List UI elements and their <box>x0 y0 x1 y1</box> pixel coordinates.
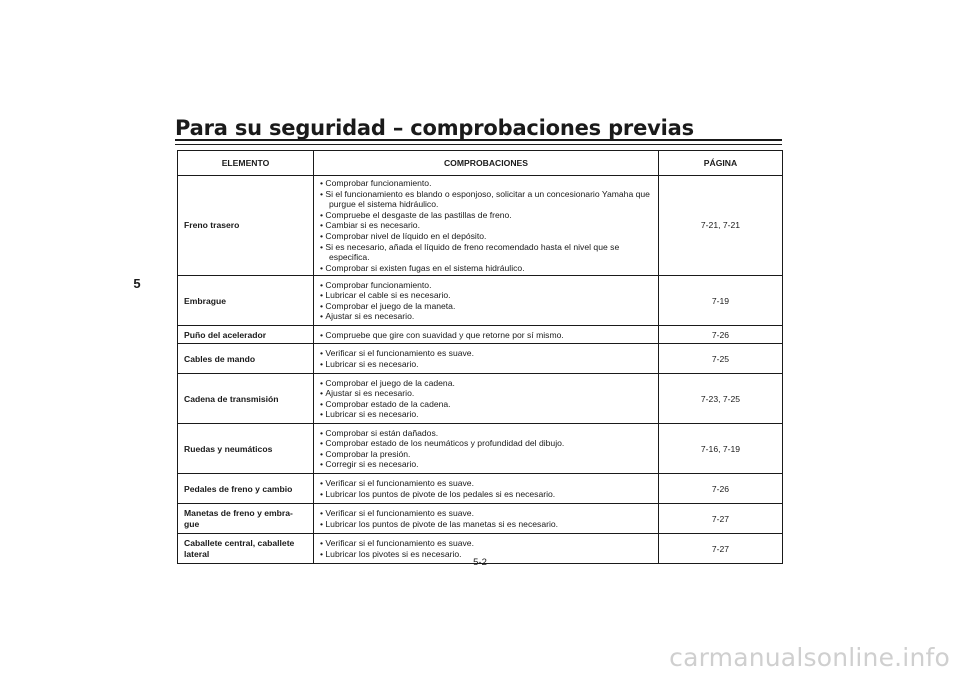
check-item: • Comprobar estado de la cadena. <box>320 399 652 410</box>
check-item: • Si es necesario, añada el líquido de freno recomendado hasta el nivel que se especifica. <box>320 242 652 263</box>
row-element-name: Puño del acelerador <box>178 326 314 344</box>
check-item: • Corregir si es necesario. <box>320 459 652 470</box>
table-header-row <box>178 151 783 176</box>
check-item: • Ajustar si es necesario. <box>320 388 652 399</box>
row-page-reference: 7-27 <box>659 504 783 534</box>
check-item: • Comprobar la presión. <box>320 449 652 460</box>
check-item: • Lubricar los puntos de pivote de las manetas si es necesario. <box>320 519 652 530</box>
check-item: • Lubricar el cable si es necesario. <box>320 290 652 301</box>
check-item: • Comprobar funcionamiento. <box>320 178 652 189</box>
row-page-reference: 7-21, 7-21 <box>659 176 783 276</box>
check-item: • Verificar si el funcionamiento es suave. <box>320 508 652 519</box>
checks-list <box>320 378 652 420</box>
row-page-reference: 7-19 <box>659 276 783 326</box>
checks-list <box>320 330 652 341</box>
row-checks <box>314 176 659 276</box>
row-element-name: Cables de mando <box>178 344 314 374</box>
page-title: Para su seguridad – comprobaciones previas <box>175 116 694 140</box>
row-element-name: Ruedas y neumáticos <box>178 424 314 474</box>
column-header-checks: COMPROBACIONES <box>314 151 659 176</box>
row-page-reference: 7-26 <box>659 474 783 504</box>
row-element-name: Cadena de transmisión <box>178 374 314 424</box>
watermark: carmanualsonline.info <box>669 643 950 672</box>
check-item: • Comprobar estado de los neumáticos y profundidad del dibujo. <box>320 438 652 449</box>
check-item: • Verificar si el funcionamiento es suave. <box>320 348 652 359</box>
check-item: • Ajustar si es necesario. <box>320 311 652 322</box>
table-body <box>178 176 783 564</box>
check-item: • Lubricar si es necesario. <box>320 359 652 370</box>
check-item: • Comprobar el juego de la cadena. <box>320 378 652 389</box>
row-checks <box>314 424 659 474</box>
column-header-element: ELEMENTO <box>178 151 314 176</box>
check-item: • Lubricar los puntos de pivote de los pedales si es necesario. <box>320 489 652 500</box>
row-page-reference: 7-27 <box>659 534 783 564</box>
check-item: • Comprobar el juego de la maneta. <box>320 301 652 312</box>
row-checks <box>314 326 659 344</box>
check-item: • Compruebe que gire con suavidad y que retorne por sí mismo. <box>320 330 652 341</box>
check-item: • Comprobar si están dañados. <box>320 428 652 439</box>
checks-list <box>320 348 652 369</box>
row-page-reference: 7-16, 7-19 <box>659 424 783 474</box>
row-checks <box>314 344 659 374</box>
check-item: • Verificar si el funcionamiento es suave. <box>320 478 652 489</box>
table-row <box>178 176 783 276</box>
table-row <box>178 504 783 534</box>
check-item: • Si el funcionamiento es blando o esponjoso, solicitar a un concesionario Yamaha que purgue el sistema hidráulico. <box>320 189 652 210</box>
row-checks <box>314 276 659 326</box>
row-page-reference: 7-26 <box>659 326 783 344</box>
check-item: • Cambiar si es necesario. <box>320 220 652 231</box>
check-item: • Comprobar nivel de líquido en el depósito. <box>320 231 652 242</box>
page-number: 5-2 <box>473 557 487 568</box>
row-element-name: Caballete central, caballete lateral <box>178 534 314 564</box>
checks-list <box>320 178 652 273</box>
row-element-name: Freno trasero <box>178 176 314 276</box>
check-item: • Compruebe el desgaste de las pastillas de freno. <box>320 210 652 221</box>
check-item: • Lubricar si es necesario. <box>320 409 652 420</box>
title-rule-thin <box>175 144 782 145</box>
row-element-name: Pedales de freno y cambio <box>178 474 314 504</box>
checks-list <box>320 478 652 499</box>
check-item: • Verificar si el funcionamiento es suave. <box>320 538 652 549</box>
table-row <box>178 326 783 344</box>
checks-list <box>320 280 652 322</box>
check-item: • Comprobar funcionamiento. <box>320 280 652 291</box>
title-rule <box>175 139 782 141</box>
row-page-reference: 7-25 <box>659 344 783 374</box>
table-row <box>178 344 783 374</box>
table-row <box>178 374 783 424</box>
row-element-name: Manetas de freno y embra-gue <box>178 504 314 534</box>
column-header-page: PÁGINA <box>659 151 783 176</box>
table-row <box>178 276 783 326</box>
table-row <box>178 424 783 474</box>
check-item: • Comprobar si existen fugas en el sistema hidráulico. <box>320 263 652 274</box>
row-element-name: Embrague <box>178 276 314 326</box>
checks-list <box>320 428 652 470</box>
checks-list <box>320 508 652 529</box>
row-page-reference: 7-23, 7-25 <box>659 374 783 424</box>
row-checks <box>314 474 659 504</box>
pre-operation-checks-table <box>177 150 783 564</box>
row-checks <box>314 374 659 424</box>
table-row <box>178 474 783 504</box>
row-checks <box>314 504 659 534</box>
check-item: • Lubricar los pivotes si es necesario. <box>320 549 652 560</box>
chapter-tab: 5 <box>133 276 141 291</box>
